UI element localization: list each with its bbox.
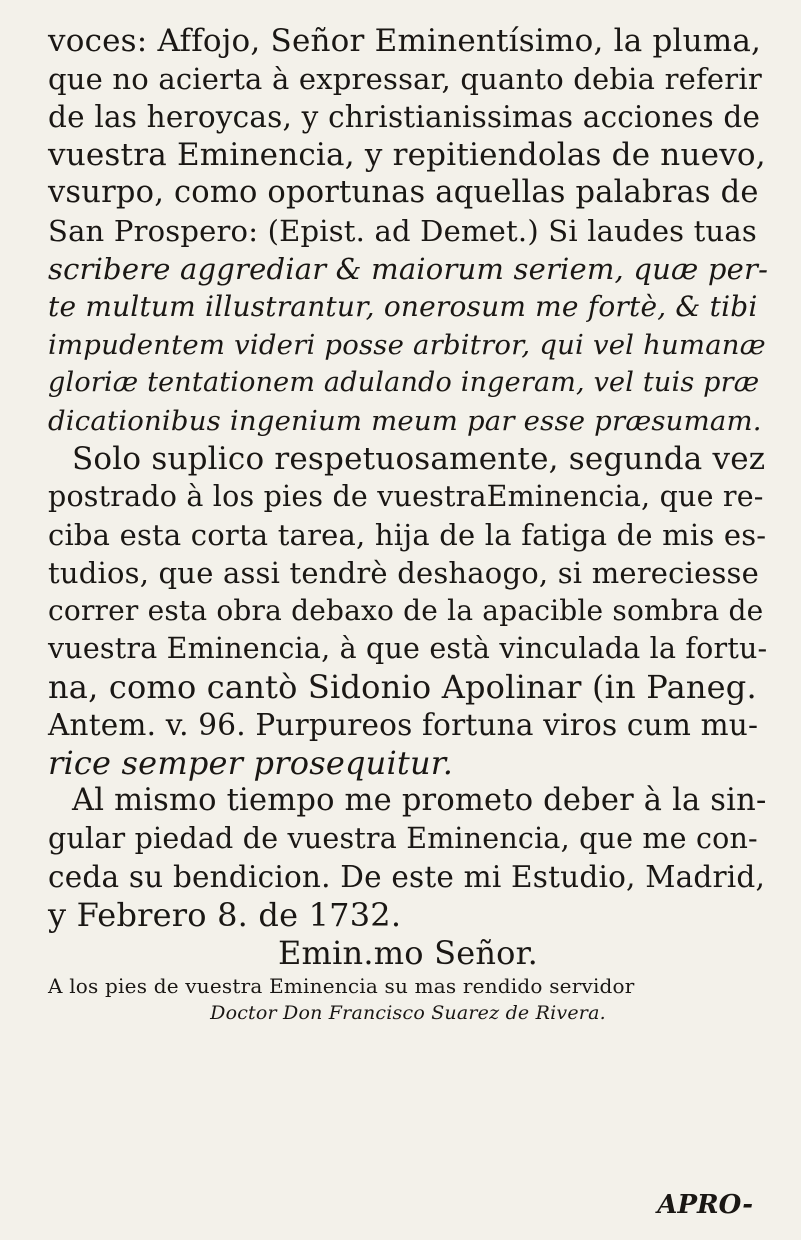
- text-line-3: de las heroycas, y christianissimas acciones de: [48, 100, 761, 134]
- text-line-24: y Febrero 8. de 1732.: [48, 896, 402, 934]
- text-line-9: impudentem videri posse arbitror, qui vel humanæ: [48, 329, 766, 361]
- text-line-23: ceda su bendicion. De este mi Estudio, Madrid,: [48, 860, 766, 894]
- text-line-11: dicationibus ingenium meum par esse præsumam.: [48, 405, 762, 437]
- text-line-16: correr esta obra debaxo de la apacible sombra de: [48, 594, 764, 627]
- document-page: [48, 22, 768, 1026]
- text-line-20: rice semper prosequitur.: [48, 744, 454, 782]
- signature: Doctor Don Francisco Suarez de Rivera.: [210, 1002, 606, 1024]
- text-line-19: Antem. v. 96. Purpureos fortuna viros cum mu-: [48, 708, 759, 742]
- text-line-22: gular piedad de vuestra Eminencia, que me con-: [48, 822, 758, 855]
- catchword: APRO-: [657, 1190, 753, 1220]
- text-line-21: Al mismo tiempo me prometo deber à la sin-: [72, 783, 767, 818]
- text-line-17: vuestra Eminencia, à que està vinculada la fortu-: [48, 632, 768, 665]
- text-line-8: te multum illustrantur, onerosum me fortè, & tibi: [48, 290, 758, 323]
- text-line-2: que no acierta à expressar, quanto debia referir: [48, 62, 762, 96]
- text-line-4: vuestra Eminencia, y repitiendolas de nuevo,: [48, 137, 766, 173]
- closing-line: A los pies de vuestra Eminencia su mas rendido servidor: [48, 974, 635, 998]
- text-line-13: postrado à los pies de vuestraEminencia, que re-: [48, 480, 764, 513]
- text-line-5: vsurpo, como oportunas aquellas palabras de: [48, 175, 759, 210]
- text-line-6: San Prospero: (Epist. ad Demet.) Si laudes tuas: [48, 214, 757, 248]
- text-line-7: scribere aggrediar & maiorum seriem, quæ per-: [48, 252, 769, 286]
- text-line-12: Solo suplico respetuosamente, segunda vez: [72, 441, 766, 477]
- text-line-15: tudios, que assi tendrè deshaogo, si mereciesse: [48, 556, 759, 590]
- text-line-14: ciba esta corta tarea, hija de la fatiga de mis es-: [48, 518, 767, 552]
- text-line-18: na, como cantò Sidonio Apolinar (in Paneg.: [48, 668, 757, 706]
- salutation: Emin.mo Señor.: [278, 934, 538, 972]
- text-line-10: gloriæ tentationem adulando ingeram, vel tuis præ: [48, 367, 760, 398]
- text-line-1: voces: Affojo, Señor Eminentísimo, la pluma,: [48, 23, 762, 59]
